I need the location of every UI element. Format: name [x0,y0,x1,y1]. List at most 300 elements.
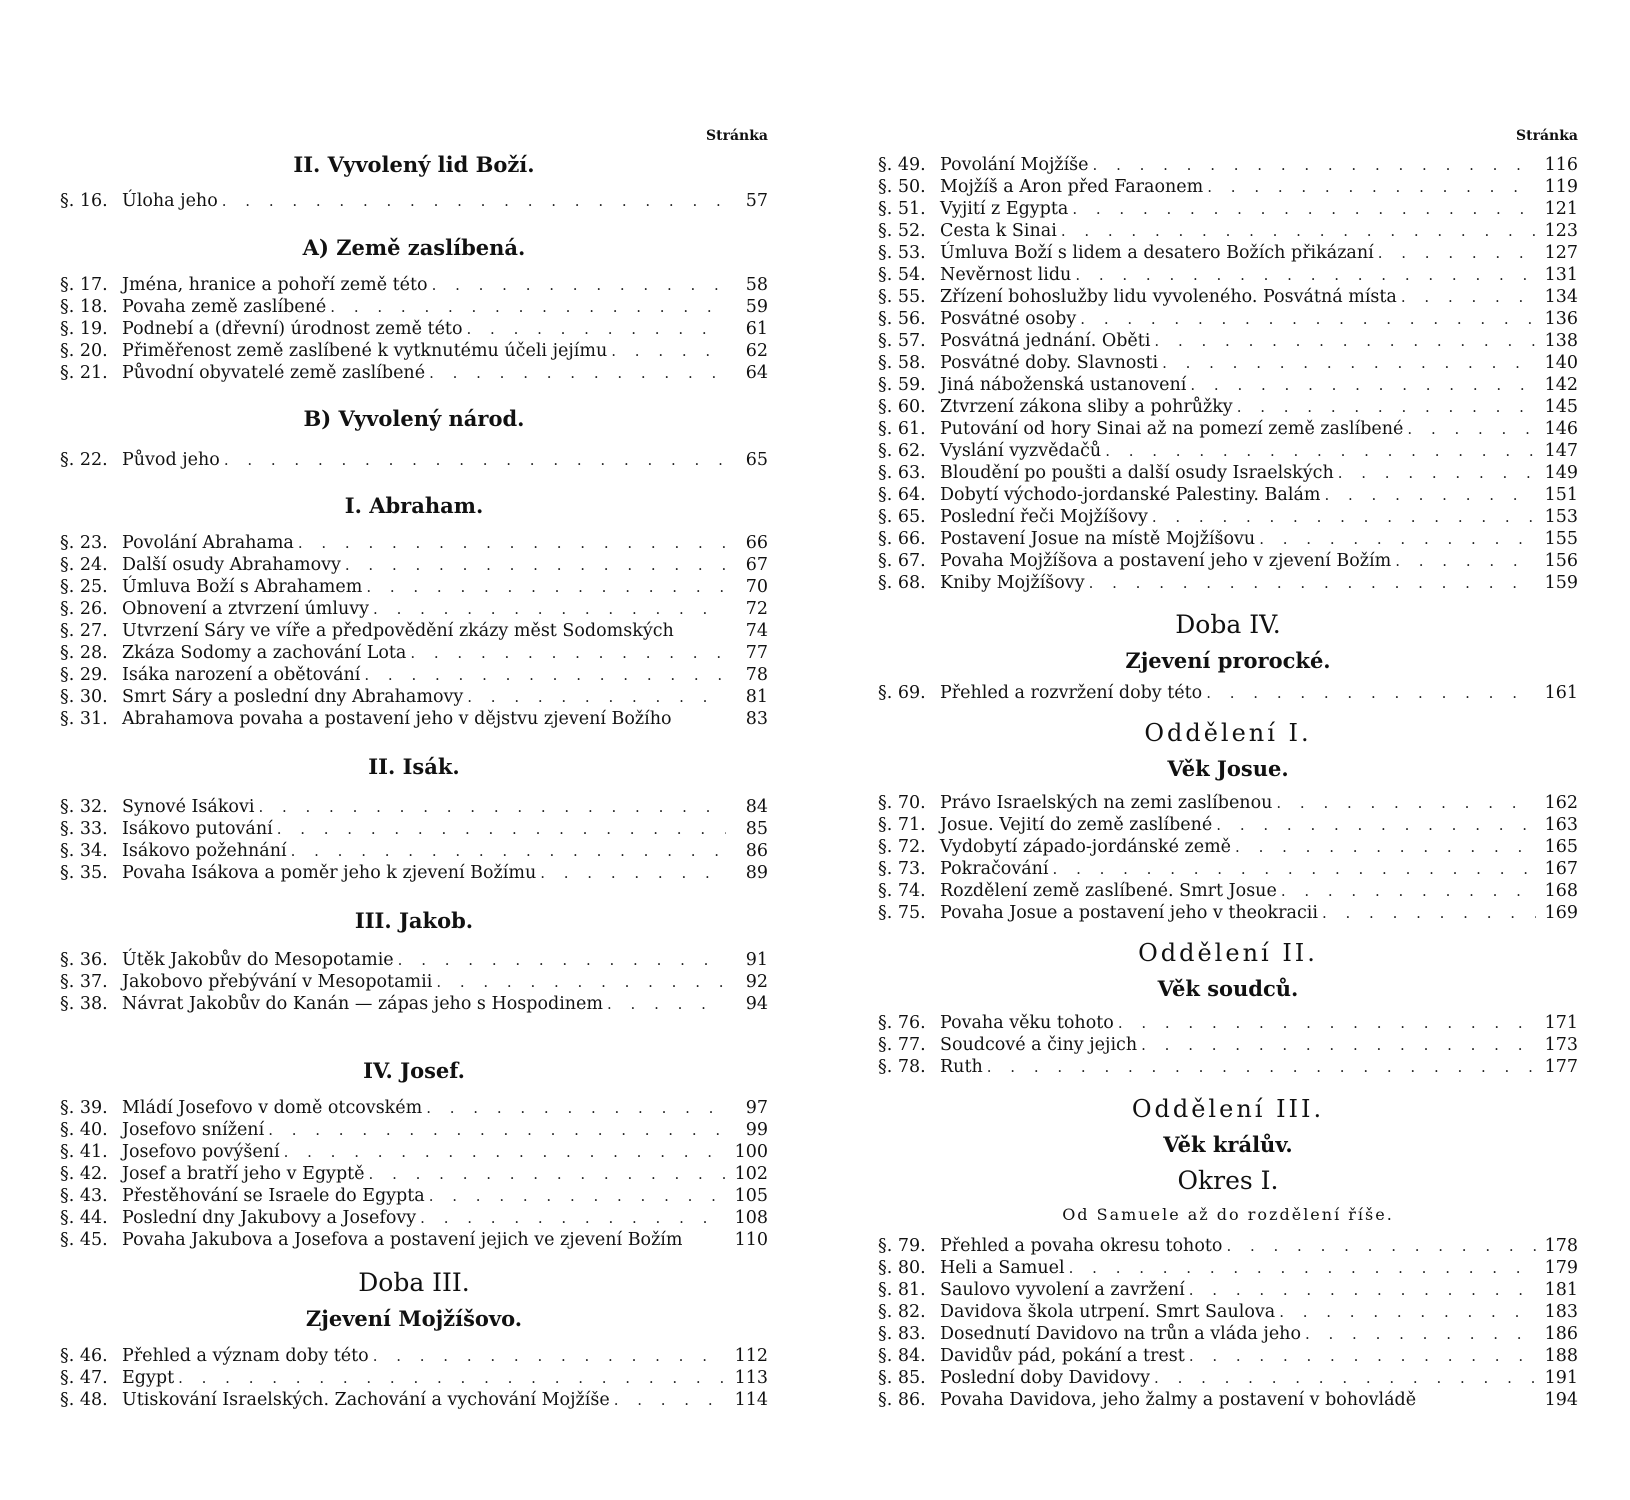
page-number: 142 [1544,375,1578,395]
toc-entry [60,1163,768,1185]
entry-title: Dosednutí Davidovo na trůn a vláda jeho [940,1324,1301,1344]
page-number: 108 [734,1208,768,1228]
dot-leader [1152,506,1536,528]
page-number: 169 [1544,903,1578,923]
entry-title: Původ jeho [122,450,220,470]
page-number: 83 [745,709,768,729]
page-number: 64 [745,363,768,383]
section-number: §. 35. [60,863,108,883]
toc-entry [60,686,768,708]
entry-title: Heli a Samuel [940,1258,1065,1278]
section-number: §. 32. [60,797,108,817]
toc-entry [60,554,768,576]
toc-entry [60,449,768,471]
section-number: §. 57. [878,331,926,351]
page-number: 112 [734,1346,768,1366]
dot-leader [373,598,726,620]
section-number: §. 84. [878,1346,926,1366]
dot-leader [614,1389,726,1411]
page-number: 59 [745,297,768,317]
entry-title: Přestěhování se Israele do Egypta [122,1186,425,1206]
page-number: 181 [1544,1280,1578,1300]
toc-entry [878,1323,1578,1345]
section-number: §. 28. [60,643,108,663]
toc-entry [60,1185,768,1207]
dot-leader [1338,462,1536,484]
page-number: 155 [1544,529,1578,549]
entry-title: Pokračování [940,859,1049,879]
dot-leader [1069,1257,1536,1279]
entry-title: Povaha Mojžíšova a postavení jeho v zjevení Božím [940,551,1392,571]
section-number: §. 22. [60,450,108,470]
toc-entry [878,1012,1578,1034]
page-number: 97 [745,1098,768,1118]
toc-entry [878,528,1578,550]
section-number: §. 34. [60,841,108,861]
dot-leader [1093,154,1536,176]
toc-entry [878,286,1578,308]
page-number: 57 [745,191,768,211]
section-number: §. 47. [60,1368,108,1388]
section-heading: II. Isák. [368,754,460,779]
entry-title: Zřízení bohoslužby lidu vyvoleného. Posvátná místa [940,287,1397,307]
page-number: 136 [1544,309,1578,329]
entry-title: Další osudy Abrahamovy [122,555,341,575]
entry-title: Utiskování Israelských. Zachování a vychování Mojžíše [122,1390,610,1410]
dot-leader [429,1185,726,1207]
dot-leader [1279,1301,1536,1323]
toc-entry [878,418,1578,440]
entry-title: Saulovo vyvolení a zavržení [940,1280,1185,1300]
section-number: §. 82. [878,1302,926,1322]
page-number: 62 [745,341,768,361]
entry-title: Jiná náboženská ustanovení [940,375,1187,395]
toc-entry [60,1229,768,1251]
toc-entry [60,818,768,840]
page-number: 173 [1544,1035,1578,1055]
dot-leader [1154,1367,1536,1389]
section-number: §. 77. [878,1035,926,1055]
dot-leader [369,1163,726,1185]
toc-entry [878,352,1578,374]
page-number: 167 [1544,859,1578,879]
entry-title: Poslední řeči Mojžíšovy [940,507,1148,527]
section-number: §. 21. [60,363,108,383]
toc-entry [878,198,1578,220]
section-number: §. 60. [878,397,926,417]
page-number: 191 [1544,1368,1578,1388]
entry-title: Josef a bratří jeho v Egyptě [122,1164,365,1184]
toc-entry [60,340,768,362]
section-number: §. 68. [878,573,926,593]
section-number: §. 45. [60,1230,108,1250]
section-heading: I. Abraham. [344,493,484,518]
dot-leader [540,862,726,884]
era-heading: Doba IV. [1175,610,1281,639]
page-number: 67 [745,555,768,575]
dot-leader [1206,682,1536,704]
toc-entry [878,682,1578,704]
section-number: §. 24. [60,555,108,575]
section-number: §. 19. [60,319,108,339]
page-number: 177 [1544,1057,1578,1077]
section-number: §. 65. [878,507,926,527]
entry-title: Přehled a význam doby této [122,1346,369,1366]
entry-title: Utvrzení Sáry ve víře a předpovědění zkázy měst Sodomských [122,621,674,641]
section-number: §. 31. [60,709,108,729]
entry-title: Vyjití z Egypta [940,199,1069,219]
section-heading: II. Vyvolený lid Boží. [293,152,535,177]
toc-entry [878,814,1578,836]
page-number: 134 [1544,287,1578,307]
section-number: §. 40. [60,1120,108,1140]
division-heading: Oddělení I. [1144,719,1312,747]
dot-leader [1105,440,1536,462]
page-number: 72 [745,599,768,619]
toc-entry [878,792,1578,814]
section-number: §. 76. [878,1013,926,1033]
dot-leader [1089,572,1536,594]
section-number: §. 79. [878,1236,926,1256]
toc-entry [878,396,1578,418]
section-number: §. 74. [878,881,926,901]
page-number: 81 [745,687,768,707]
page-number: 145 [1544,397,1578,417]
entry-title: Poslední doby Davidovy [940,1368,1151,1388]
page-number: 183 [1544,1302,1578,1322]
section-heading: Zjevení Mojžíšovo. [305,1306,523,1331]
dot-leader [1075,264,1536,286]
page-number: 70 [745,577,768,597]
toc-entry [60,190,768,212]
dot-leader [1322,902,1536,924]
entry-title: Povaha země zaslíbené [122,297,327,317]
page-number: 156 [1544,551,1578,571]
toc-entry [878,1235,1578,1257]
entry-title: Egypt [122,1368,175,1388]
toc-entry [60,620,768,642]
dot-leader [178,1367,726,1389]
entry-title: Povaha Isákova a poměr jeho k zjevení Božímu [122,863,537,883]
toc-entry [878,308,1578,330]
toc-entry [878,1034,1578,1056]
dot-leader [268,1119,726,1141]
section-number: §. 39. [60,1098,108,1118]
page-number: 194 [1544,1390,1578,1410]
entry-title: Zkáza Sodomy a zachování Lota [122,643,407,663]
entry-title: Nevěrnost lidu [940,265,1072,285]
section-heading: III. Jakob. [354,908,474,933]
entry-title: Isáka narození a obětování [122,665,361,685]
dot-leader [284,1141,726,1163]
dot-leader [345,554,726,576]
toc-entry [60,840,768,862]
section-number: §. 56. [878,309,926,329]
section-number: §. 33. [60,819,108,839]
dot-leader [364,664,726,686]
entry-title: Právo Israelských na zemi zaslíbenou [940,793,1273,813]
toc-entry [60,1345,768,1367]
section-number: §. 25. [60,577,108,597]
toc-entry [60,1097,768,1119]
dot-leader [1324,484,1536,506]
entry-title: Návrat Jakobův do Kanán — zápas jeho s Hospodinem [122,994,604,1014]
page-number: 74 [745,621,768,641]
division-heading: Oddělení III. [1131,1095,1325,1123]
entry-title: Bloudění po poušti a další osudy Israelských [940,463,1334,483]
dot-leader [1154,330,1536,352]
toc-entry [60,576,768,598]
dot-leader [611,340,726,362]
entry-title: Podnebí a (dřevní) úrodnost země této [122,319,463,339]
page-number: 149 [1544,463,1578,483]
toc-entry [878,880,1578,902]
section-number: §. 62. [878,441,926,461]
dot-leader [420,1207,726,1229]
page-number: 77 [745,643,768,663]
toc-entry [878,484,1578,506]
era-heading: Doba III. [358,1268,470,1297]
entry-title: Rozdělení země zaslíbené. Smrt Josue [940,881,1277,901]
dot-leader [222,190,726,212]
dot-leader [1235,836,1536,858]
entry-title: Přiměřenost země zaslíbené k vytknutému účeli jejímu [122,341,608,361]
district-subheading: Od Samuele až do rozdělení říše. [1062,1205,1394,1224]
entry-title: Mládí Josefovo v domě otcovském [122,1098,423,1118]
toc-entry [60,296,768,318]
dot-leader [1162,352,1536,374]
entry-title: Josefovo povýšení [122,1142,280,1162]
section-number: §. 71. [878,815,926,835]
page-number: 151 [1544,485,1578,505]
page-number: 123 [1544,221,1578,241]
section-number: §. 23. [60,533,108,553]
toc-entry [878,1367,1578,1389]
page-number: 100 [734,1142,768,1162]
section-number: §. 36. [60,950,108,970]
toc-entry [878,264,1578,286]
dot-leader [410,642,726,664]
dot-leader [398,949,726,971]
section-number: §. 63. [878,463,926,483]
page-number: 146 [1544,419,1578,439]
entry-title: Posvátná jednání. Oběti [940,331,1151,351]
toc-entry [878,902,1578,924]
dot-leader [291,840,726,862]
dot-leader [258,796,726,818]
dot-leader [277,818,726,840]
dot-leader [330,296,726,318]
page-number: 131 [1544,265,1578,285]
entry-title: Davidova škola utrpení. Smrt Saulova [940,1302,1276,1322]
dot-leader [1061,220,1536,242]
section-number: §. 41. [60,1142,108,1162]
page-number: 84 [745,797,768,817]
section-heading: B) Vyvolený národ. [303,406,525,431]
page-number: 61 [745,319,768,339]
dot-leader [1226,1235,1536,1257]
page-number: 168 [1544,881,1578,901]
page-number: 165 [1544,837,1578,857]
entry-title: Úmluva Boží s lidem a desatero Božích přikázaní [940,243,1374,263]
toc-entry [878,220,1578,242]
toc-entry [878,506,1578,528]
division-heading: Oddělení II. [1138,939,1318,967]
page-number: 92 [745,972,768,992]
toc-entry [878,550,1578,572]
toc-entry [878,858,1578,880]
section-number: §. 61. [878,419,926,439]
entry-title: Povaha věku tohoto [940,1013,1114,1033]
toc-entry [878,440,1578,462]
entry-title: Poslední dny Jakubovy a Josefovy [122,1208,417,1228]
section-number: §. 85. [878,1368,926,1388]
section-number: §. 30. [60,687,108,707]
section-number: §. 27. [60,621,108,641]
entry-title: Původní obyvatelé země zaslíbené [122,363,426,383]
dot-leader [224,449,726,471]
toc-entry [878,242,1578,264]
dot-leader [1080,308,1536,330]
entry-title: Vyslání vyzvědačů [940,441,1102,461]
dot-leader [607,993,726,1015]
dot-leader [1141,1034,1536,1056]
dot-leader [1305,1323,1536,1345]
page-number: 171 [1544,1013,1578,1033]
toc-entry [878,462,1578,484]
page-number: 78 [745,665,768,685]
dot-leader [298,532,726,554]
page-number: 161 [1544,683,1578,703]
section-number: §. 17. [60,275,108,295]
section-number: §. 72. [878,837,926,857]
toc-entry [60,532,768,554]
page-number: 110 [734,1230,768,1250]
entry-title: Postavení Josue na místě Mojžíšovu [940,529,1256,549]
dot-leader [1189,1345,1536,1367]
toc-entry [878,572,1578,594]
toc-entry [878,1301,1578,1323]
toc-entry [60,664,768,686]
toc-entry [60,993,768,1015]
section-number: §. 81. [878,1280,926,1300]
toc-entry [878,1257,1578,1279]
toc-entry [60,274,768,296]
section-number: §. 51. [878,199,926,219]
section-number: §. 75. [878,903,926,923]
entry-title: Povaha Davidova, jeho žalmy a postavení v bohovládě [940,1390,1417,1410]
dot-leader [1189,1279,1536,1301]
entry-title: Posvátné doby. Slavnosti [940,353,1159,373]
entry-title: Mojžíš a Aron před Faraonem [940,177,1204,197]
section-number: §. 58. [878,353,926,373]
dot-leader [467,686,726,708]
entry-title: Soudcové a činy jejich [940,1035,1138,1055]
dot-leader [1281,880,1536,902]
dot-leader [1395,550,1536,572]
entry-title: Vydobytí západo-jordánské země [940,837,1232,857]
toc-entry [60,1207,768,1229]
entry-title: Dobytí východo-jordanské Palestiny. Balám [940,485,1321,505]
page-number: 179 [1544,1258,1578,1278]
section-number: §. 20. [60,341,108,361]
entry-title: Ruth [940,1057,983,1077]
page-number: 163 [1544,815,1578,835]
dot-leader [1053,858,1536,880]
entry-title: Josue. Vejití do země zaslíbené [940,815,1213,835]
dot-leader [987,1056,1536,1078]
dot-leader [1237,396,1536,418]
section-number: §. 64. [878,485,926,505]
district-heading: Okres I. [1177,1166,1279,1195]
section-number: §. 69. [878,683,926,703]
section-number: §. 86. [878,1390,926,1410]
page-number: 116 [1544,155,1578,175]
entry-title: Povolání Abrahama [122,533,294,553]
page-number: 178 [1544,1236,1578,1256]
page-column-label: Stránka [1516,128,1578,144]
section-heading: Věk králův. [1163,1132,1293,1157]
section-number: §. 54. [878,265,926,285]
dot-leader [1378,242,1536,264]
section-number: §. 59. [878,375,926,395]
dot-leader [429,362,726,384]
section-number: §. 48. [60,1390,108,1410]
toc-entry [878,176,1578,198]
entry-title: Ztvrzení zákona sliby a pohrůžky [940,397,1233,417]
entry-title: Posvátné osoby [940,309,1077,329]
page-number: 99 [745,1120,768,1140]
page-number: 65 [745,450,768,470]
section-number: §. 42. [60,1164,108,1184]
dot-leader [1118,1012,1536,1034]
dot-leader [1216,814,1536,836]
toc-entry [60,708,768,730]
entry-title: Povaha Jakubova a Josefova a postavení jejich ve zjevení Božím [122,1230,683,1250]
dot-leader [1407,418,1536,440]
toc-entry [878,330,1578,352]
page-number: 127 [1544,243,1578,263]
dot-leader [1190,374,1536,396]
section-number: §. 16. [60,191,108,211]
toc-entry [878,1056,1578,1078]
entry-title: Jakobovo přebývání v Mesopotamii [122,972,433,992]
dot-leader [432,274,726,296]
dot-leader [426,1097,726,1119]
entry-title: Davidův pád, pokání a trest [940,1346,1185,1366]
entry-title: Úmluva Boží s Abrahamem [122,577,363,597]
section-heading: Věk soudců. [1157,976,1299,1001]
toc-entry [878,836,1578,858]
page-number: 162 [1544,793,1578,813]
entry-title: Smrt Sáry a poslední dny Abrahamovy [122,687,464,707]
section-number: §. 29. [60,665,108,685]
section-number: §. 26. [60,599,108,619]
section-number: §. 50. [878,177,926,197]
section-number: §. 18. [60,297,108,317]
entry-title: Povaha Josue a postavení jeho v theokracii [940,903,1318,923]
toc-entry [60,949,768,971]
section-number: §. 80. [878,1258,926,1278]
section-number: §. 83. [878,1324,926,1344]
page-number: 113 [734,1368,768,1388]
page-number: 147 [1544,441,1578,461]
dot-leader [373,1345,726,1367]
toc-entry [60,796,768,818]
page-number: 105 [734,1186,768,1206]
page-number: 138 [1544,331,1578,351]
dot-leader [366,576,726,598]
